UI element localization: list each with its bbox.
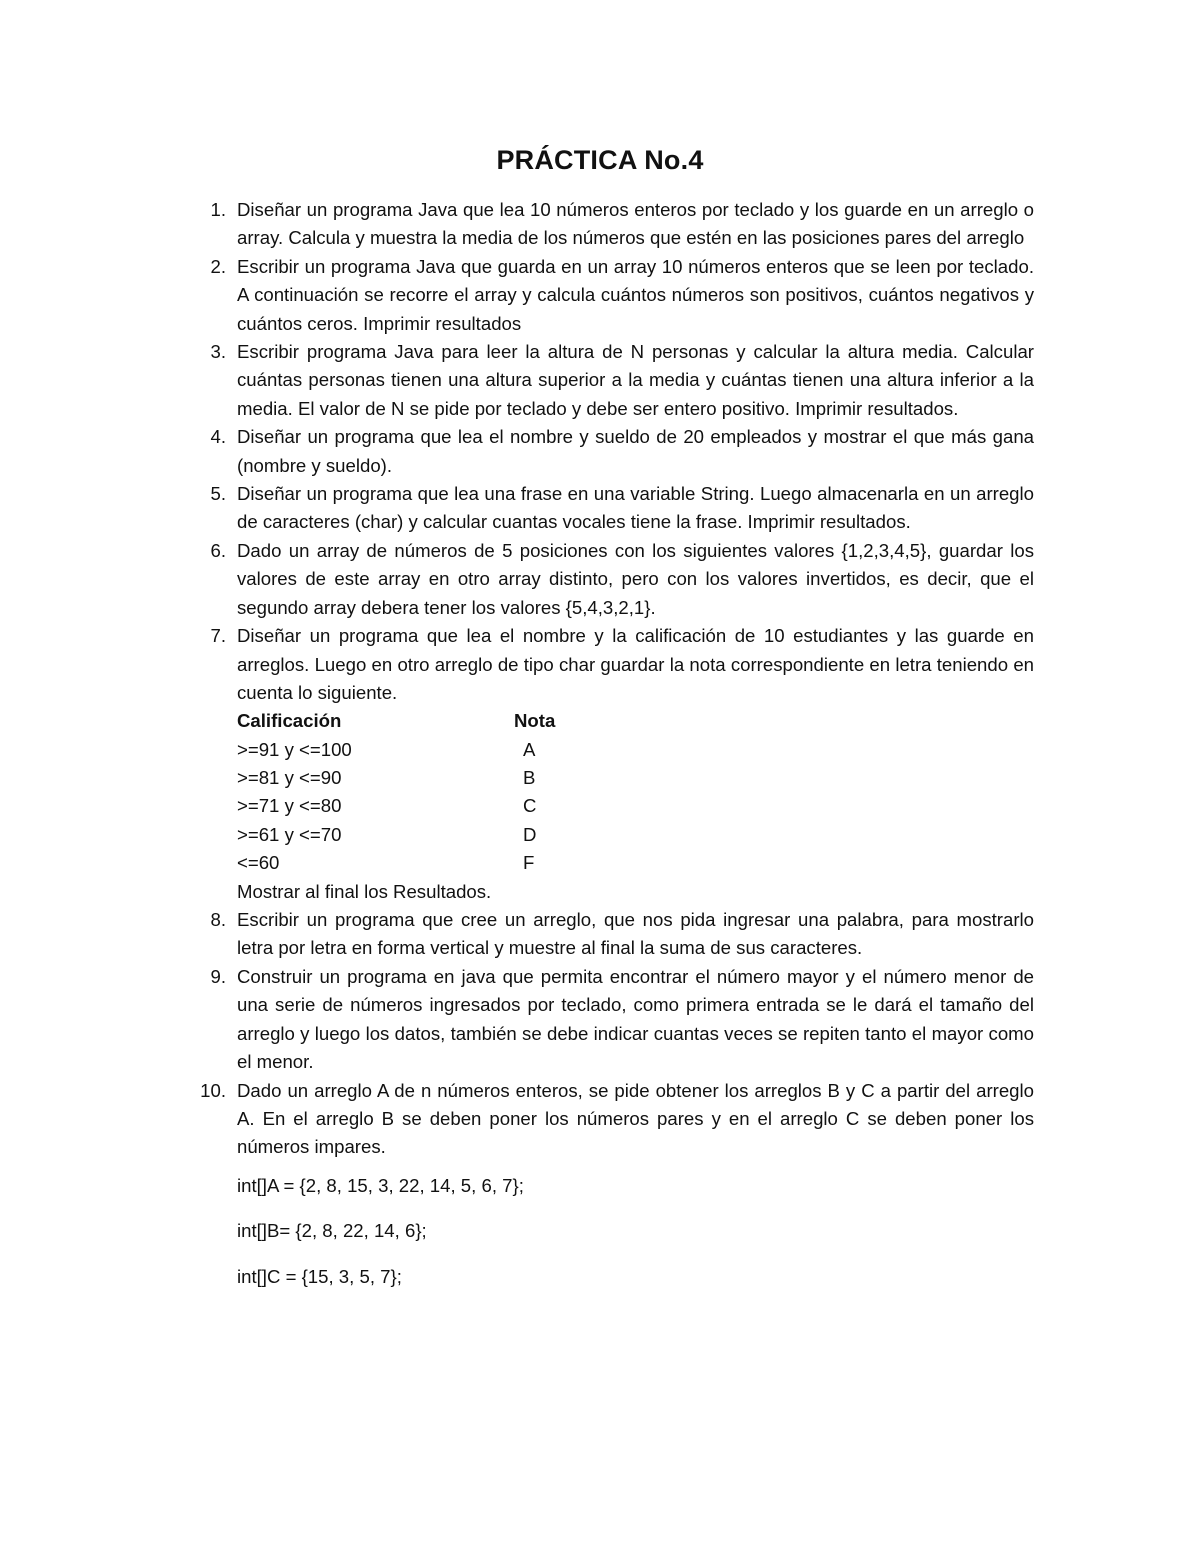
exercise-item-6 — [196, 537, 1034, 622]
item-number: 7. — [210, 625, 226, 647]
exercise-item-8 — [196, 906, 1034, 963]
grade-table-header — [237, 707, 1034, 735]
exercise-item-3 — [196, 338, 1034, 423]
exercise-item-1 — [196, 196, 1034, 253]
grade-letter: D — [523, 823, 537, 845]
item-number: 2. — [210, 255, 226, 277]
exercise-item-10 — [196, 1077, 1034, 1291]
item-text: Dado un array de números de 5 posiciones con los siguientes valores {1,2,3,4,5}, guardar los valores de este array en otro array distinto, pero con los valores invertidos, es decir, que el segundo array debera tener los valores {5,4,3,2,1}. — [237, 539, 1034, 618]
grade-range: >=81 y <=90 — [237, 767, 342, 789]
code-line-c: int[]C = {15, 3, 5, 7}; — [237, 1265, 402, 1287]
grade-letter: C — [523, 795, 537, 817]
exercise-item-4 — [196, 423, 1034, 480]
exercise-list — [196, 196, 1034, 1308]
grade-range: >=61 y <=70 — [237, 823, 342, 845]
exercise-item-5 — [196, 480, 1034, 537]
item-text: Escribir programa Java para leer la altura de N personas y calcular la altura media. Calcular cuántas personas tienen una altura superior a la media y cuántas tienen una altura inferior a la media. El valor de N se pide por teclado y debe ser entero positivo. Imprimir resultados. — [237, 341, 1034, 419]
grade-range: >=91 y <=100 — [237, 738, 352, 760]
item-number: 5. — [210, 483, 226, 505]
item-text: Dado un arreglo A de n números enteros, se pide obtener los arreglos B y C a partir del arreglo A. En el arreglo B se deben poner los números pares y en el arreglo C se deben poner los números impares. — [237, 1079, 1034, 1158]
item-number: 9. — [210, 965, 226, 987]
item-text: Diseñar un programa que lea el nombre y la calificación de 10 estudiantes y las guarde en arreglos. Luego en otro arreglo de tipo char guardar la nota correspondiente en letra teniendo en cuenta lo siguiente. — [237, 625, 1034, 703]
grade-table-row — [237, 792, 1034, 820]
exercise-item-2 — [196, 253, 1034, 338]
item-text: Escribir un programa Java que guarda en un array 10 números enteros que se leen por teclado. A continuación se recorre el array y calcula cuántos números son positivos, cuántos negativos y cuántos ceros. Imprimir resultados — [237, 255, 1034, 334]
exercise-item-7 — [196, 622, 1034, 906]
grade-table-row — [237, 736, 1034, 764]
grade-letter: B — [523, 767, 536, 789]
code-line-b: int[]B= {2, 8, 22, 14, 6}; — [237, 1220, 427, 1242]
grade-table-row — [237, 849, 1034, 877]
code-line-a: int[]A = {2, 8, 15, 3, 22, 14, 5, 6, 7}; — [237, 1174, 524, 1196]
grade-letter: F — [523, 852, 535, 874]
grade-range: >=71 y <=80 — [237, 795, 342, 817]
grade-range: <=60 — [237, 852, 280, 874]
exercise-item-9 — [196, 963, 1034, 1077]
grade-table-row — [237, 764, 1034, 792]
item-text: Diseñar un programa que lea una frase en una variable String. Luego almacenarla en un arreglo de caracteres (char) y calcular cuantas vocales tiene la frase. Imprimir resultados. — [237, 483, 1034, 533]
page-title: PRÁCTICA No.4 — [496, 145, 704, 175]
item-number: 1. — [210, 199, 226, 220]
grade-table — [237, 707, 1034, 877]
item-number: 10. — [200, 1079, 226, 1101]
grade-header-nota: Nota — [514, 710, 556, 732]
item-number: 3. — [210, 341, 226, 363]
grade-table-footer: Mostrar al final los Resultados. — [237, 880, 492, 902]
item-text: Construir un programa en java que permita encontrar el número mayor y el número menor de una serie de números ingresados por teclado, como primera entrada se le dará el tamaño del arreglo y luego los datos, también se debe indicar cuantas veces se repiten tanto el mayor como el menor. — [237, 965, 1034, 1073]
item-number: 8. — [210, 909, 226, 931]
code-block — [237, 1172, 1034, 1291]
item-number: 6. — [210, 539, 226, 561]
item-text: Diseñar un programa que lea el nombre y sueldo de 20 empleados y mostrar el que más gana (nombre y sueldo). — [237, 426, 1034, 476]
grade-table-row — [237, 821, 1034, 849]
item-text: Escribir un programa que cree un arreglo, que nos pida ingresar una palabra, para mostrarlo letra por letra en forma vertical y muestre al final la suma de sus caracteres. — [237, 909, 1034, 959]
item-number: 4. — [210, 426, 226, 448]
grade-letter: A — [523, 738, 536, 760]
grade-header-calificacion: Calificación — [237, 710, 342, 732]
item-text: Diseñar un programa Java que lea 10 números enteros por teclado y los guarde en un arreglo o array. Calcula y muestra la media de los números que estén en las posiciones pares del arreglo — [237, 199, 1034, 249]
